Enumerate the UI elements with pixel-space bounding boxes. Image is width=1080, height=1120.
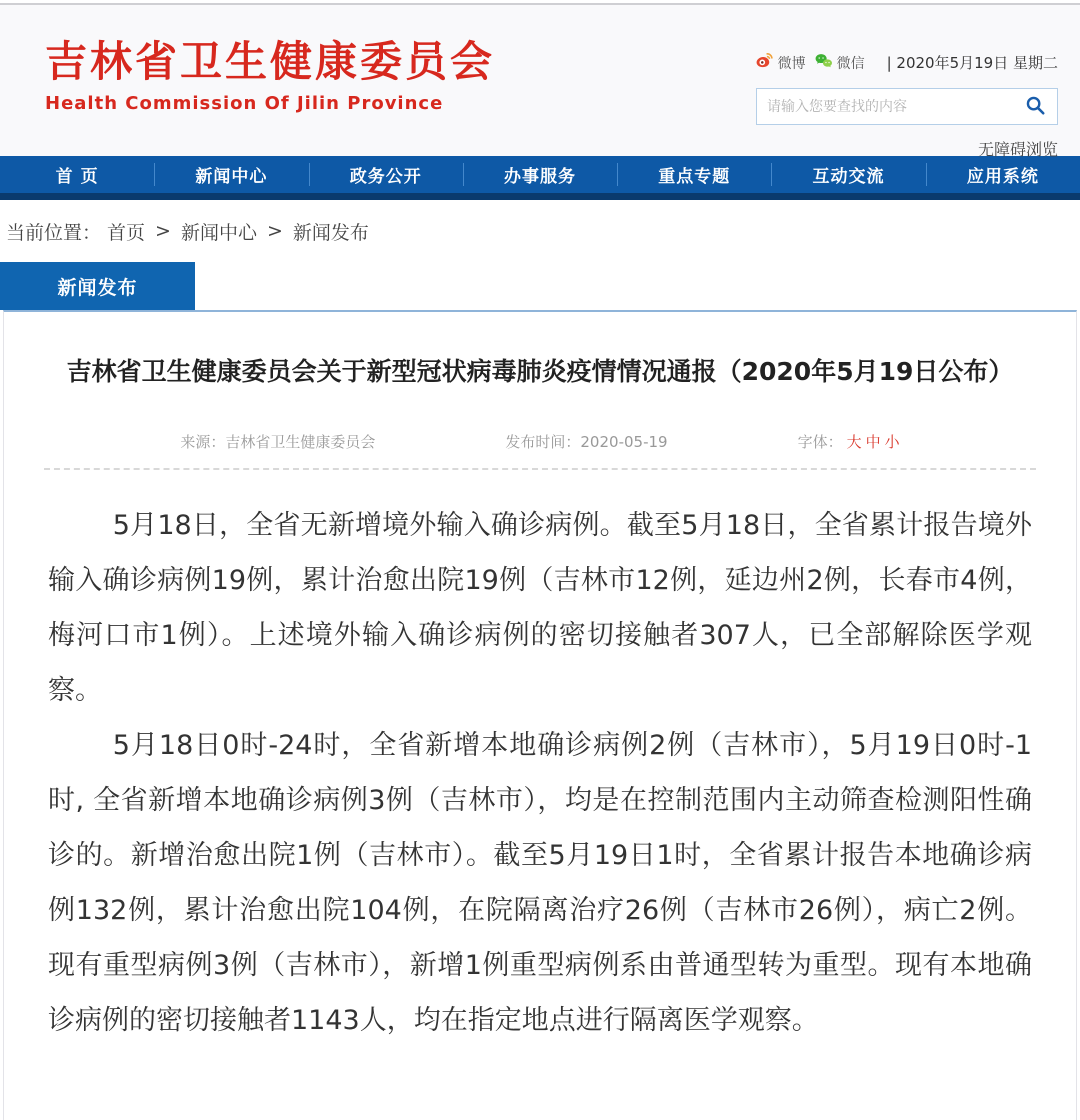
accessibility-link[interactable]: 无障碍浏览 [977, 140, 1058, 159]
article-source [180, 431, 375, 452]
site-subtitle: Health Commission Of Jilin Province [45, 93, 444, 115]
main-nav [0, 156, 1080, 200]
weibo-icon [755, 51, 774, 74]
site-header [0, 5, 1080, 159]
publish-label: 发布时间： [505, 433, 581, 451]
search-input[interactable] [757, 89, 1013, 124]
breadcrumb-prefix: 当前位置： [6, 221, 102, 244]
article-paragraph: 5月18日，全省无新增境外输入确诊病例。截至5月18日，全省累计报告境外输入确诊病例19例，累计治愈出院19例（吉林市12例，延边州2例，长春市4例，梅河口市1例）。上述境外输入确诊病例的密切接触者307人，已全部解除医学观察。 [48, 510, 1032, 706]
wechat-label: 微信 [836, 55, 865, 72]
article-title: 吉林省卫生健康委员会关于新型冠状病毒肺炎疫情情况通报（2020年5月19日公布） [66, 357, 1014, 386]
social-row [738, 51, 1058, 74]
publish-value: 2020-05-19 [580, 433, 668, 451]
font-label: 字体： [797, 433, 843, 451]
tab-news-release[interactable]: 新闻发布 [0, 262, 195, 310]
weibo-link[interactable] [755, 51, 806, 74]
site-logo[interactable] [45, 37, 495, 114]
article-paragraph: 5月18日0时-24时，全省新增本地确诊病例2例（吉林市），5月19日0时-1时, 全省新增本地确诊病例3例（吉林市），均是在控制范围内主动筛查检测阳性确诊的。新增治愈出院1例（吉林市）。截至5月19日1时，全省累计报告本地确诊病例132例，累计治愈出院104例，在院隔离治疗26例（吉林市26例），病亡2例。现有重型病例3例（吉林市），新增1例重型病例系由普通型转为重型。现有本地确诊病例的密切接触者1143人，均在指定地点进行隔离医学观察。 [48, 730, 1032, 1036]
source-value: 吉林省卫生健康委员会 [225, 433, 376, 451]
wechat-icon [814, 51, 833, 74]
article-publish-time [505, 431, 667, 452]
breadcrumb-home[interactable]: 首页 [107, 221, 146, 244]
header-utilities [738, 51, 1058, 160]
breadcrumb-separator: > [155, 220, 171, 242]
source-label: 来源： [180, 433, 226, 451]
search-button[interactable] [1013, 89, 1057, 124]
article-meta [4, 431, 1076, 452]
weibo-label: 微博 [777, 55, 806, 72]
breadcrumb [0, 200, 1080, 262]
breadcrumb-news-center[interactable]: 新闻中心 [180, 221, 257, 244]
nav-item-news-center[interactable]: 新闻中心 [154, 156, 308, 193]
font-size-medium[interactable]: 中 [865, 433, 881, 451]
article-body [4, 470, 1076, 1078]
font-size-large[interactable]: 大 [846, 433, 862, 451]
breadcrumb-separator: > [266, 220, 283, 242]
site-title: 吉林省卫生健康委员会 [45, 37, 496, 86]
nav-item-gov-affairs[interactable]: 政务公开 [309, 156, 463, 193]
nav-item-home[interactable]: 首 页 [55, 167, 99, 187]
font-size-small[interactable]: 小 [884, 433, 900, 451]
search-icon [1024, 94, 1046, 119]
wechat-link[interactable] [814, 51, 865, 74]
font-size-control [798, 431, 900, 452]
current-date: | 2020年5月19日 星期二 [886, 54, 1058, 72]
nav-item-services[interactable]: 办事服务 [463, 156, 617, 193]
nav-item-key-topics[interactable]: 重点专题 [617, 156, 771, 193]
nav-item-interaction[interactable]: 互动交流 [771, 156, 925, 193]
search-box [756, 88, 1058, 125]
nav-item-applications[interactable]: 应用系统 [926, 156, 1080, 193]
breadcrumb-news-release[interactable]: 新闻发布 [292, 221, 369, 244]
article-container [3, 310, 1077, 1120]
